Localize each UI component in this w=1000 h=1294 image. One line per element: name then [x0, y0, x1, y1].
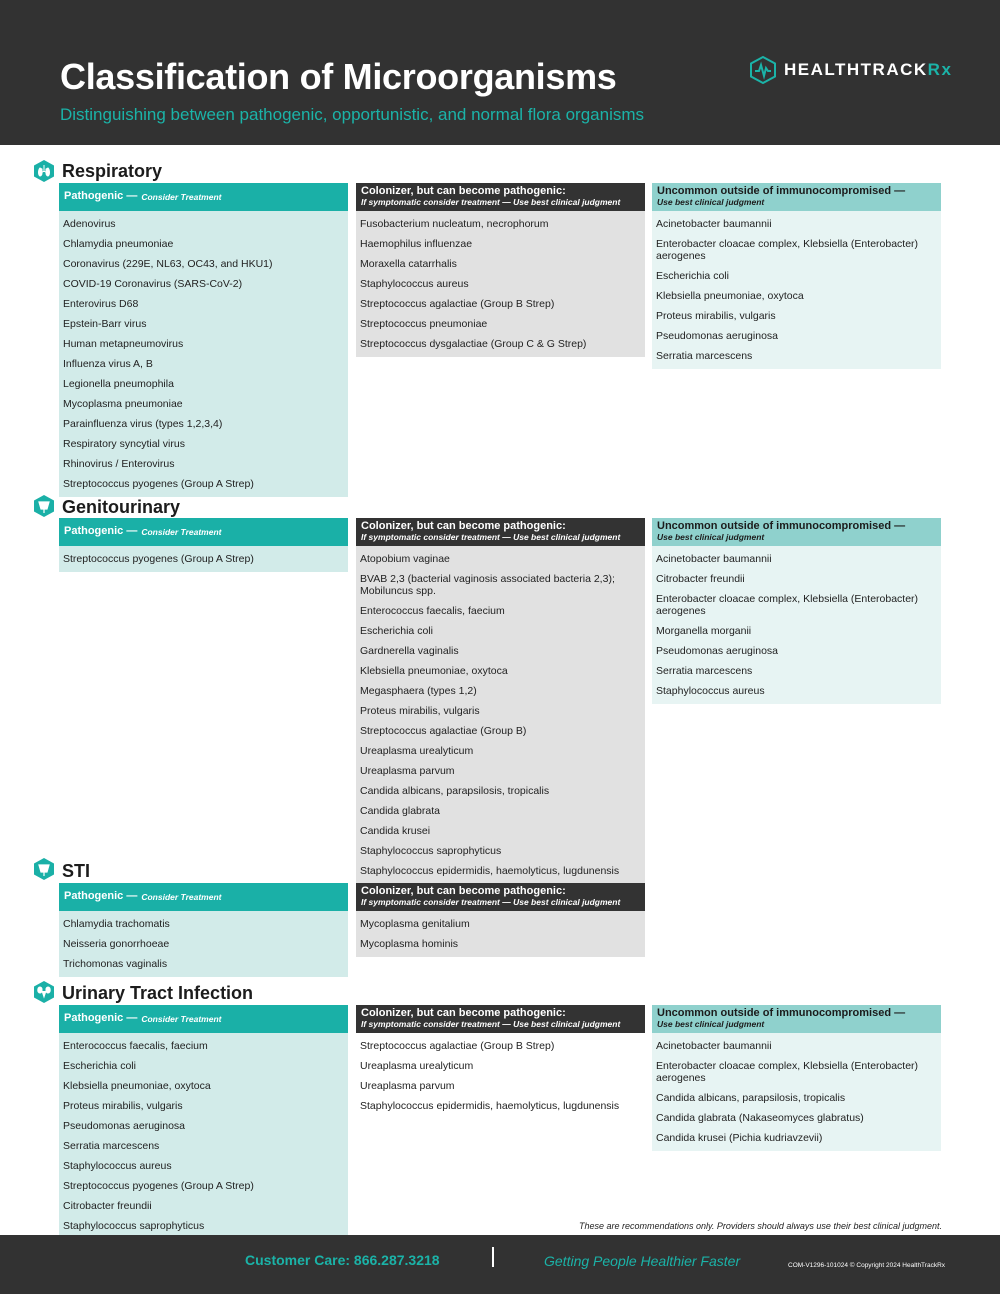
genitourinary-uncommon-column — [652, 518, 941, 704]
pathogenic-header: Pathogenic — Consider Treatment — [59, 1005, 348, 1033]
pathogenic-header: Pathogenic — Consider Treatment — [59, 518, 348, 546]
footer-divider — [492, 1247, 494, 1267]
list-item: Haemophilus influenzae — [360, 238, 473, 250]
list-item: Chlamydia trachomatis — [63, 918, 170, 930]
list-item: Mycoplasma genitalium — [360, 918, 470, 930]
list-item: Neisseria gonorrhoeae — [63, 938, 170, 950]
list-item: Staphylococcus epidermidis, haemolyticus, lugdunensis — [360, 1100, 620, 1112]
list-item: Enterobacter cloacae complex, Klebsiella (Enterobacter) aerogenes — [656, 593, 919, 617]
copyright: COM-V1296-101024 © Copyright 2024 HealthTrackRx — [788, 1262, 946, 1269]
list-item: Streptococcus agalactiae (Group B Strep) — [360, 1040, 555, 1052]
list-item: Serratia marcescens — [656, 665, 753, 677]
tagline: Getting People Healthier Faster — [544, 1253, 741, 1269]
list-item: Serratia marcescens — [63, 1140, 160, 1152]
list-item: Staphylococcus saprophyticus — [360, 845, 502, 857]
list-item: Candida glabrata — [360, 805, 440, 817]
uncommon-header: Uncommon outside of immunocompromised — Use best clinical judgment — [652, 183, 941, 211]
list-item: Streptococcus pneumoniae — [360, 318, 488, 330]
pathogenic-header: Pathogenic — Consider Treatment — [59, 183, 348, 211]
section-title-genitourinary: Genitourinary — [62, 497, 181, 517]
lungs-icon — [32, 159, 56, 183]
list-item: Escherichia coli — [360, 625, 433, 637]
list-item: Escherichia coli — [656, 270, 729, 282]
colonizer-header: Colonizer, but can become pathogenic: If symptomatic consider treatment — Use best clinical judgment — [356, 1005, 645, 1033]
list-item: Parainfluenza virus (types 1,2,3,4) — [63, 418, 223, 430]
header — [0, 0, 1000, 145]
list-item: Klebsiella pneumoniae, oxytoca — [360, 665, 508, 677]
section-title-sti: STI — [62, 861, 91, 881]
list-item: Klebsiella pneumoniae, oxytoca — [656, 290, 804, 302]
respiratory-pathogenic-column — [59, 183, 348, 497]
list-item: Epstein-Barr virus — [63, 318, 147, 330]
uti-pathogenic-column — [59, 1005, 348, 1239]
list-item: Streptococcus agalactiae (Group B Strep) — [360, 298, 555, 310]
list-item: Pseudomonas aeruginosa — [63, 1120, 186, 1132]
list-item: Candida krusei (Pichia kudriavzevii) — [656, 1132, 823, 1144]
list-item: Chlamydia pneumoniae — [63, 238, 174, 250]
list-item: Staphylococcus saprophyticus — [63, 1220, 205, 1232]
logo-text: HEALTHTRACKRx — [784, 60, 953, 79]
list-item: Candida albicans, parapsilosis, tropicalis — [656, 1092, 846, 1104]
list-item: Acinetobacter baumannii — [656, 218, 772, 230]
list-item: Candida albicans, parapsilosis, tropicalis — [360, 785, 550, 797]
list-item: COVID-19 Coronavirus (SARS-CoV-2) — [63, 278, 243, 290]
sti-pathogenic-column — [59, 883, 348, 977]
list-item: Enterococcus faecalis, faecium — [63, 1040, 208, 1052]
section-title-respiratory: Respiratory — [62, 161, 163, 181]
list-item: Serratia marcescens — [656, 350, 753, 362]
list-item: Mycoplasma pneumoniae — [63, 398, 183, 410]
uti-uncommon-column — [652, 1005, 941, 1151]
uti-colonizer-column — [356, 1005, 645, 1119]
colonizer-header: Colonizer, but can become pathogenic: If symptomatic consider treatment — Use best clinical judgment — [356, 883, 645, 911]
list-item: Human metapneumovirus — [63, 338, 184, 350]
list-item: Coronavirus (229E, NL63, OC43, and HKU1) — [63, 258, 273, 270]
list-item: Staphylococcus aureus — [656, 685, 765, 697]
list-item: Enterococcus faecalis, faecium — [360, 605, 505, 617]
list-item: Influenza virus A, B — [63, 358, 153, 370]
respiratory-colonizer-column — [356, 183, 645, 357]
list-item: Ureaplasma parvum — [360, 1080, 455, 1092]
respiratory-uncommon-column — [652, 183, 941, 369]
sti-icon — [32, 857, 56, 881]
list-item: Megasphaera (types 1,2) — [360, 685, 477, 697]
footer — [0, 1235, 1000, 1294]
list-item: Rhinovirus / Enterovirus — [63, 458, 175, 470]
uncommon-header: Uncommon outside of immunocompromised — Use best clinical judgment — [652, 1005, 941, 1033]
list-item: Ureaplasma urealyticum — [360, 1060, 474, 1072]
section-title-uti: Urinary Tract Infection — [62, 983, 254, 1003]
disclaimer: These are recommendations only. Providers should always use their best clinical judgment. — [578, 1221, 942, 1231]
list-item: Candida glabrata (Nakaseomyces glabratus) — [656, 1112, 864, 1124]
list-item: Respiratory syncytial virus — [63, 438, 185, 450]
list-item: Gardnerella vaginalis — [360, 645, 459, 657]
list-item: Moraxella catarrhalis — [360, 258, 457, 270]
genitourinary-pathogenic-column — [59, 518, 348, 572]
list-item: Ureaplasma parvum — [360, 765, 455, 777]
list-item: Mycoplasma hominis — [360, 938, 459, 950]
sti-colonizer-column — [356, 883, 645, 957]
list-item: Acinetobacter baumannii — [656, 553, 772, 565]
list-item: Streptococcus dysgalactiae (Group C & G Strep) — [360, 338, 587, 350]
list-item: Atopobium vaginae — [360, 553, 450, 565]
list-item: Enterovirus D68 — [63, 298, 139, 310]
list-item: Proteus mirabilis, vulgaris — [656, 310, 776, 322]
list-item: Citrobacter freundii — [63, 1200, 152, 1212]
colonizer-header: Colonizer, but can become pathogenic: If symptomatic consider treatment — Use best clinical judgment — [356, 518, 645, 546]
list-item: Trichomonas vaginalis — [63, 958, 168, 970]
list-item: Klebsiella pneumoniae, oxytoca — [63, 1080, 211, 1092]
list-item: Acinetobacter baumannii — [656, 1040, 772, 1052]
pathogenic-header: Pathogenic — Consider Treatment — [59, 883, 348, 911]
kidney-icon — [32, 980, 56, 1004]
genitourinary-colonizer-column — [356, 518, 645, 884]
list-item: Morganella morganii — [656, 625, 752, 637]
list-item: Streptococcus agalactiae (Group B) — [360, 725, 527, 737]
list-item: Staphylococcus aureus — [360, 278, 469, 290]
list-item: Proteus mirabilis, vulgaris — [360, 705, 480, 717]
list-item: Pseudomonas aeruginosa — [656, 330, 779, 342]
list-item: Escherichia coli — [63, 1060, 136, 1072]
colonizer-header: Colonizer, but can become pathogenic: If symptomatic consider treatment — Use best clinical judgment — [356, 183, 645, 211]
list-item: Streptococcus pyogenes (Group A Strep) — [63, 1180, 254, 1192]
logo — [750, 56, 952, 84]
list-item: Enterobacter cloacae complex, Klebsiella (Enterobacter) aerogenes — [656, 238, 919, 262]
page-title: Classification of Microorganisms — [60, 56, 617, 97]
list-item: BVAB 2,3 (bacterial vaginosis associated bacteria 2,3); Mobiluncus spp. — [360, 573, 615, 597]
list-item: Adenovirus — [63, 218, 116, 230]
list-item: Fusobacterium nucleatum, necrophorum — [360, 218, 549, 230]
list-item: Ureaplasma urealyticum — [360, 745, 474, 757]
customer-care: Customer Care: 866.287.3218 — [245, 1252, 440, 1268]
list-item: Citrobacter freundii — [656, 573, 745, 585]
list-item: Enterobacter cloacae complex, Klebsiella (Enterobacter) aerogenes — [656, 1060, 919, 1084]
list-item: Proteus mirabilis, vulgaris — [63, 1100, 183, 1112]
list-item: Staphylococcus aureus — [63, 1160, 172, 1172]
list-item: Staphylococcus epidermidis, haemolyticus, lugdunensis — [360, 865, 620, 877]
list-item: Streptococcus pyogenes (Group A Strep) — [63, 478, 254, 490]
healthtrack-logo-icon — [750, 56, 776, 84]
genitourinary-icon — [32, 494, 56, 518]
list-item: Pseudomonas aeruginosa — [656, 645, 779, 657]
list-item: Streptococcus pyogenes (Group A Strep) — [63, 553, 254, 565]
list-item: Legionella pneumophila — [63, 378, 174, 390]
list-item: Candida krusei — [360, 825, 431, 837]
uncommon-header: Uncommon outside of immunocompromised — Use best clinical judgment — [652, 518, 941, 546]
page-subtitle: Distinguishing between pathogenic, opportunistic, and normal flora organisms — [60, 105, 645, 124]
